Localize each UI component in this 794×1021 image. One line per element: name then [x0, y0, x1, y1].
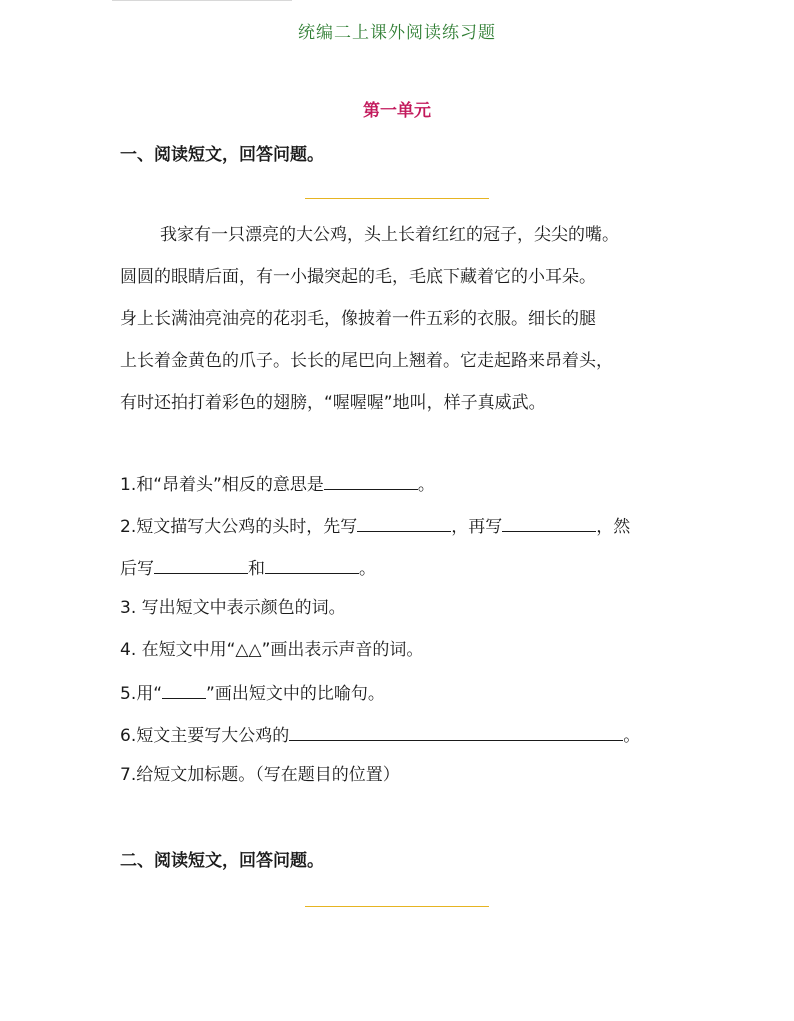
answer-blank-q6[interactable] — [289, 722, 623, 741]
section-1-title-blank[interactable] — [305, 198, 489, 199]
passage-line: 有时还拍打着彩色的翅膀，“喔喔喔”地叫，样子真威武。 — [120, 393, 546, 413]
top-decorative-rule — [112, 0, 292, 1]
section-1-passage — [120, 214, 680, 424]
answer-blank-q2-c[interactable] — [154, 555, 248, 574]
question-5: 5.用“ ”画出短文中的比喻句。 — [120, 680, 385, 706]
question-7: 7.给短文加标题。（写在题目的位置） — [120, 765, 400, 785]
answer-blank-q2-d[interactable] — [265, 555, 359, 574]
answer-blank-q2-a[interactable] — [357, 513, 451, 532]
passage-line: 身上长满油亮油亮的花羽毛，像披着一件五彩的衣服。细长的腿 — [120, 309, 596, 329]
section-2-title-blank[interactable] — [305, 906, 489, 907]
document-title: 统编二上课外阅读练习题 — [298, 23, 496, 43]
question-3: 3. 写出短文中表示颜色的词。 — [120, 598, 346, 618]
unit-title: 第一单元 — [363, 101, 431, 121]
passage-line: 我家有一只漂亮的大公鸡，头上长着红红的冠子，尖尖的嘴。 — [160, 225, 619, 245]
passage-line: 上长着金黄色的爪子。长长的尾巴向上翘着。它走起路来昂着头， — [120, 351, 613, 371]
answer-blank-q1[interactable] — [324, 471, 418, 490]
question-2-continued: 后写 和 。 — [120, 555, 376, 581]
question-2: 2.短文描写大公鸡的头时，先写 ，再写 ，然 — [120, 513, 630, 539]
question-6: 6.短文主要写大公鸡的 。 — [120, 722, 640, 748]
section-1-heading: 一、阅读短文，回答问题。 — [120, 145, 324, 165]
answer-blank-q2-b[interactable] — [502, 513, 596, 532]
underline-sample — [162, 680, 206, 699]
question-1: 1.和“昂着头”相反的意思是 。 — [120, 471, 435, 497]
question-4: 4. 在短文中用“△△”画出表示声音的词。 — [120, 640, 424, 660]
section-2-heading: 二、阅读短文，回答问题。 — [120, 851, 324, 871]
passage-line: 圆圆的眼睛后面，有一小撮突起的毛，毛底下藏着它的小耳朵。 — [120, 267, 596, 287]
